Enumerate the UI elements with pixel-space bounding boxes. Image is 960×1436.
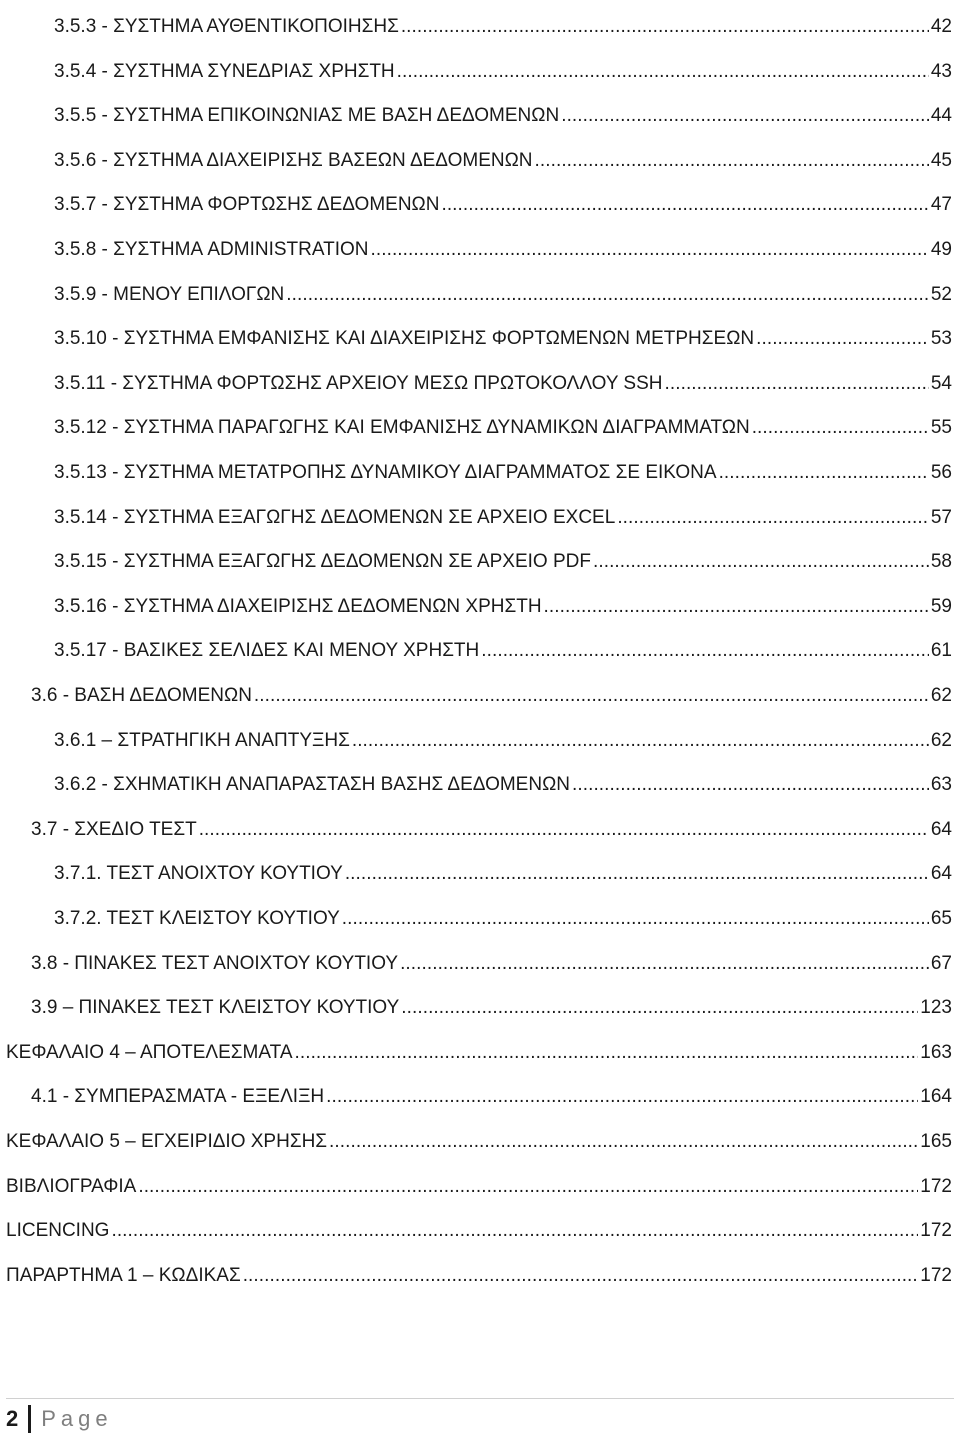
toc-entry[interactable] (54, 369, 952, 399)
toc-dot-leader (326, 1082, 918, 1112)
toc-entry[interactable] (31, 1082, 952, 1112)
toc-entry-page-number: 44 (930, 105, 952, 126)
toc-entry-page-number: 64 (930, 819, 952, 840)
toc-entry-page-number: 63 (930, 774, 952, 795)
toc-entry-title: 3.5.16 - ΣΥΣΤΗΜΑ ΔΙΑΧΕΙΡΙΣΗΣ ΔΕΔΟΜΕΝΩΝ ΧΡΗΣΤΗ (54, 596, 542, 617)
toc-entry-title: 3.5.6 - ΣΥΣΤΗΜΑ ΔΙΑΧΕΙΡΙΣΗΣ ΒΑΣΕΩΝ ΔΕΔΟΜΕΝΩΝ (54, 150, 533, 171)
toc-entry-title: 3.5.10 - ΣΥΣΤΗΜΑ ΕΜΦΑΝΙΣΗΣ ΚΑΙ ΔΙΑΧΕΙΡΙΣΗΣ ΦΟΡΤΩΜΕΝΩΝ ΜΕΤΡΗΣΕΩΝ (54, 328, 755, 349)
toc-dot-leader (199, 815, 929, 845)
toc-dot-leader (665, 369, 929, 399)
footer-divider (6, 1398, 954, 1399)
toc-entry[interactable] (54, 859, 952, 889)
toc-entry-page-number: 65 (930, 908, 952, 929)
toc-entry-title: 3.5.7 - ΣΥΣΤΗΜΑ ΦΟΡΤΩΣΗΣ ΔΕΔΟΜΕΝΩΝ (54, 194, 440, 215)
toc-entry-title: LICENCING (6, 1220, 110, 1241)
toc-entry-title: 3.5.12 - ΣΥΣΤΗΜΑ ΠΑΡΑΓΩΓΗΣ ΚΑΙ ΕΜΦΑΝΙΣΗΣ ΔΥΝΑΜΙΚΩΝ ΔΙΑΓΡΑΜΜΑΤΩΝ (54, 417, 750, 438)
toc-dot-leader (329, 1127, 918, 1157)
toc-entry[interactable] (54, 12, 952, 42)
toc-entry-title: 3.6 - ΒΑΣΗ ΔΕΔΟΜΕΝΩΝ (31, 685, 252, 706)
toc-entry-page-number: 49 (930, 239, 952, 260)
toc-entry[interactable] (31, 949, 952, 979)
toc-entry-page-number: 55 (930, 417, 952, 438)
toc-dot-leader (345, 859, 929, 889)
toc-entry[interactable] (54, 235, 952, 265)
toc-entry[interactable] (6, 1216, 952, 1246)
toc-entry-page-number: 172 (920, 1176, 952, 1197)
toc-entry-title: ΠΑΡΑΡΤΗΜΑ 1 – ΚΩΔΙΚΑΣ (6, 1265, 241, 1286)
toc-dot-leader (397, 57, 929, 87)
toc-entry-page-number: 53 (930, 328, 952, 349)
toc-entry[interactable] (54, 413, 952, 443)
toc-entry-page-number: 54 (930, 373, 952, 394)
footer-page-number: 2 (6, 1406, 19, 1431)
toc-entry-title: 3.7.1. ΤΕΣΤ ΑΝΟΙΧΤΟΥ ΚΟΥΤΙΟΥ (54, 863, 343, 884)
toc-entry[interactable] (54, 547, 952, 577)
toc-entry-title: 3.5.17 - ΒΑΣΙΚΕΣ ΣΕΛΙΔΕΣ ΚΑΙ ΜΕΝΟΥ ΧΡΗΣΤΗ (54, 640, 480, 661)
toc-entry[interactable] (54, 770, 952, 800)
toc-entry[interactable] (54, 324, 952, 354)
toc-entry-page-number: 42 (930, 16, 952, 37)
toc-entry-page-number: 52 (930, 284, 952, 305)
toc-entry-title: 3.7.2. ΤΕΣΤ ΚΛΕΙΣΤΟΥ ΚΟΥΤΙΟΥ (54, 908, 340, 929)
toc-dot-leader (535, 146, 929, 176)
toc-entry[interactable] (54, 636, 952, 666)
toc-dot-leader (352, 726, 929, 756)
toc-entry[interactable] (54, 146, 952, 176)
toc-dot-leader (544, 592, 929, 622)
toc-dot-leader (371, 235, 929, 265)
toc-dot-leader (617, 503, 929, 533)
toc-entry-page-number: 45 (930, 150, 952, 171)
toc-entry-page-number: 58 (930, 551, 952, 572)
toc-entry-page-number: 62 (930, 685, 952, 706)
toc-entry-title: ΚΕΦΑΛΑΙΟ 5 – ΕΓΧΕΙΡΙΔΙΟ ΧΡΗΣΗΣ (6, 1131, 328, 1152)
toc-entry-page-number: 61 (930, 640, 952, 661)
toc-entry-title: 3.5.14 - ΣΥΣΤΗΜΑ ΕΞΑΓΩΓΗΣ ΔΕΔΟΜΕΝΩΝ ΣΕ ΑΡΧΕΙΟ EXCEL (54, 507, 616, 528)
toc-entry-page-number: 47 (930, 194, 952, 215)
toc-entry-page-number: 57 (930, 507, 952, 528)
toc-entry[interactable] (54, 190, 952, 220)
toc-dot-leader (400, 949, 929, 979)
toc-dot-leader (572, 770, 929, 800)
toc-entry-page-number: 64 (930, 863, 952, 884)
toc-entry-title: 3.5.8 - ΣΥΣΤΗΜΑ ADMINISTRATION (54, 239, 369, 260)
toc-entry[interactable] (6, 1038, 952, 1068)
page-footer (6, 1402, 113, 1436)
footer-separator (28, 1405, 31, 1433)
toc-entry-title: 3.8 - ΠΙΝΑΚΕΣ ΤΕΣΤ ΑΝΟΙΧΤΟΥ ΚΟΥΤΙΟΥ (31, 953, 399, 974)
toc-entry-page-number: 164 (920, 1086, 952, 1107)
toc-entry[interactable] (54, 726, 952, 756)
toc-entry[interactable] (6, 1127, 952, 1157)
toc-dot-leader (719, 458, 929, 488)
toc-entry-page-number: 163 (920, 1042, 952, 1063)
toc-entry[interactable] (31, 681, 952, 711)
toc-dot-leader (401, 993, 918, 1023)
toc-entry[interactable] (31, 993, 952, 1023)
toc-dot-leader (481, 636, 929, 666)
toc-dot-leader (243, 1261, 919, 1291)
toc-entry[interactable] (6, 1172, 952, 1202)
toc-entry-page-number: 67 (930, 953, 952, 974)
toc-entry-page-number: 59 (930, 596, 952, 617)
toc-entry[interactable] (54, 503, 952, 533)
toc-dot-leader (593, 547, 929, 577)
toc-dot-leader (752, 413, 929, 443)
toc-entry-title: ΚΕΦΑΛΑΙΟ 4 – ΑΠΟΤΕΛΕΣΜΑΤΑ (6, 1042, 293, 1063)
toc-entry-title: 3.5.9 - ΜΕΝΟΥ ΕΠΙΛΟΓΩΝ (54, 284, 285, 305)
toc-dot-leader (295, 1038, 919, 1068)
toc-entry-page-number: 172 (920, 1265, 952, 1286)
toc-entry[interactable] (54, 592, 952, 622)
toc-dot-leader (441, 190, 928, 220)
toc-entry[interactable] (54, 280, 952, 310)
toc-entry-title: 4.1 - ΣΥΜΠΕΡΑΣΜΑΤΑ - ΕΞΕΛΙΞΗ (31, 1086, 325, 1107)
toc-dot-leader (756, 324, 929, 354)
toc-entry[interactable] (54, 458, 952, 488)
toc-entry[interactable] (54, 904, 952, 934)
toc-entry-title: 3.9 – ΠΙΝΑΚΕΣ ΤΕΣΤ ΚΛΕΙΣΤΟΥ ΚΟΥΤΙΟΥ (31, 997, 400, 1018)
toc-entry-title: 3.7 - ΣΧΕΔΙΟ ΤΕΣΤ (31, 819, 197, 840)
toc-entry-title: 3.5.15 - ΣΥΣΤΗΜΑ ΕΞΑΓΩΓΗΣ ΔΕΔΟΜΕΝΩΝ ΣΕ ΑΡΧΕΙΟ PDF (54, 551, 591, 572)
toc-dot-leader (254, 681, 929, 711)
toc-entry-title: 3.5.13 - ΣΥΣΤΗΜΑ ΜΕΤΑΤΡΟΠΗΣ ΔΥΝΑΜΙΚΟΥ ΔΙΑΓΡΑΜΜΑΤΟΣ ΣΕ ΕΙΚΟΝΑ (54, 462, 717, 483)
toc-dot-leader (401, 12, 929, 42)
toc-entry-page-number: 62 (930, 730, 952, 751)
toc-entry[interactable] (31, 815, 952, 845)
footer-page-label: Page (41, 1406, 113, 1431)
toc-entry-page-number: 123 (920, 997, 952, 1018)
toc-entry-page-number: 172 (920, 1220, 952, 1241)
toc-entry-title: 3.5.4 - ΣΥΣΤΗΜΑ ΣΥΝΕΔΡΙΑΣ ΧΡΗΣΤΗ (54, 61, 395, 82)
toc-dot-leader (342, 904, 929, 934)
toc-entry[interactable] (54, 101, 952, 131)
toc-entry-page-number: 165 (920, 1131, 952, 1152)
toc-entry-page-number: 56 (930, 462, 952, 483)
toc-entry-title: 3.5.3 - ΣΥΣΤΗΜΑ ΑΥΘΕΝΤΙΚΟΠΟΙΗΣΗΣ (54, 16, 399, 37)
toc-entry-title: ΒΙΒΛΙΟΓΡΑΦΙΑ (6, 1176, 137, 1197)
toc-entry-title: 3.5.11 - ΣΥΣΤΗΜΑ ΦΟΡΤΩΣΗΣ ΑΡΧΕΙΟΥ ΜΕΣΩ ΠΡΩΤΟΚΟΛΛΟΥ SSH (54, 373, 663, 394)
toc-entry-title: 3.5.5 - ΣΥΣΤΗΜΑ ΕΠΙΚΟΙΝΩΝΙΑΣ ΜΕ ΒΑΣΗ ΔΕΔΟΜΕΝΩΝ (54, 105, 560, 126)
toc-entry-page-number: 43 (930, 61, 952, 82)
toc-dot-leader (111, 1216, 918, 1246)
toc-dot-leader (138, 1172, 918, 1202)
toc-dot-leader (561, 101, 929, 131)
toc-entry[interactable] (6, 1261, 952, 1291)
toc-entry[interactable] (54, 57, 952, 87)
toc-entry-title: 3.6.1 – ΣΤΡΑΤΗΓΙΚΗ ΑΝΑΠΤΥΞΗΣ (54, 730, 350, 751)
toc-dot-leader (286, 280, 929, 310)
toc-entry-title: 3.6.2 - ΣΧΗΜΑΤΙΚΗ ΑΝΑΠΑΡΑΣΤΑΣΗ ΒΑΣΗΣ ΔΕΔΟΜΕΝΩΝ (54, 774, 571, 795)
